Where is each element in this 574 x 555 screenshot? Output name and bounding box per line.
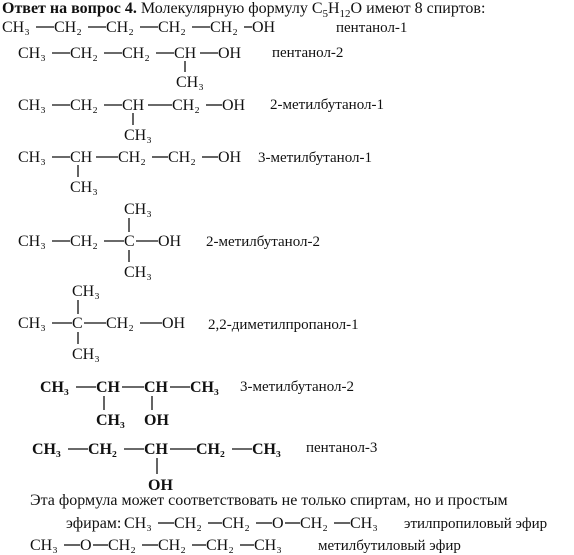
- atom-ch3: CH₃: [72, 346, 100, 363]
- atom-oh: OH: [144, 412, 169, 429]
- paragraph-line-1: [30, 492, 574, 510]
- atom-ch2: CH₂: [70, 97, 98, 114]
- atom-ch3: CH₃: [190, 379, 219, 396]
- atom-ch2: CH₂: [300, 515, 328, 532]
- name-pentanol-1: пентанол-1: [336, 20, 408, 36]
- atom-ch2: CH₂: [158, 19, 186, 36]
- atom-ch2: CH₂: [174, 515, 202, 532]
- atom-ch2: CH₂: [168, 149, 196, 166]
- atom-ch: CH: [144, 441, 168, 458]
- atom-ch: CH: [122, 97, 145, 114]
- atom-ch2: CH₂: [70, 233, 98, 250]
- atom-ch3: CH₃: [40, 379, 69, 396]
- atom-ch: CH: [96, 379, 120, 396]
- name-pentanol-3: пентанол-3: [306, 440, 378, 456]
- atom-oh: OH: [158, 233, 182, 250]
- paragraph-text: Эта формула может соответствовать не только спиртам, но и простым: [30, 492, 508, 509]
- name-ethylpropyl-ether: этилпропиловый эфир: [404, 516, 548, 532]
- atom-ch2: CH₂: [54, 19, 82, 36]
- atom-oh: OH: [148, 477, 173, 494]
- atom-ch3: CH₃: [30, 537, 58, 554]
- atom-ch3: CH₃: [124, 515, 152, 532]
- atom-ch2: CH₂: [122, 45, 150, 62]
- header-bold: Ответ на вопрос 4.: [2, 0, 137, 17]
- atom-ch2: CH₂: [206, 537, 234, 554]
- atom-ch3: CH₃: [350, 515, 378, 532]
- header-sub-12: 12: [339, 8, 351, 21]
- atom-ch2: CH₂: [70, 45, 98, 62]
- atom-ch2: CH₂: [106, 19, 134, 36]
- atom-o: O: [272, 515, 284, 532]
- atom-o: O: [80, 537, 92, 554]
- atom-ch3: CH₃: [18, 149, 46, 166]
- atom-ch2: CH₂: [172, 97, 200, 114]
- atom-ch2: CH₂: [158, 537, 186, 554]
- atom-ch3: CH₃: [254, 537, 282, 554]
- formula-2-methylbutanol-2: [18, 201, 320, 281]
- atom-ch: CH: [174, 45, 197, 62]
- atom-ch3: CH₃: [18, 315, 46, 332]
- atom-ch3: CH₃: [70, 179, 98, 196]
- formula-2-2-dimethylpropanol-1: [18, 283, 359, 363]
- atom-ch: CH: [70, 149, 93, 166]
- header-sub-5: 5: [322, 8, 328, 21]
- formula-methylbutyl-ether: [30, 537, 461, 554]
- formula-3-methylbutanol-2: [40, 379, 354, 429]
- atom-c: C: [124, 233, 135, 250]
- atom-ch3: CH₃: [18, 45, 46, 62]
- atom-ch2: CH₂: [196, 441, 225, 458]
- header-text-after: O имеют 8 спиртов:: [350, 0, 486, 17]
- name-3-methylbutanol-2: 3-метилбутанол-2: [240, 379, 354, 395]
- atom-ch: CH: [144, 379, 168, 396]
- atom-ch3: CH₃: [72, 283, 100, 300]
- name-2-2-dimethylpropanol-1: 2,2-диметилпропанол-1: [208, 317, 359, 333]
- paragraph-line-2: эфирам:: [66, 515, 122, 532]
- name-2-methylbutanol-2: 2-метилбутанол-2: [206, 234, 320, 250]
- atom-oh: OH: [162, 315, 186, 332]
- atom-oh: OH: [222, 97, 246, 114]
- atom-oh: OH: [218, 149, 242, 166]
- formula-pentanol-3: [32, 440, 377, 494]
- name-methylbutyl-ether: метилбутиловый эфир: [318, 538, 461, 554]
- atom-ch3: CH₃: [18, 233, 46, 250]
- atom-ch2: CH₂: [88, 441, 117, 458]
- atom-ch3: CH₃: [252, 441, 281, 458]
- atom-oh: OH: [218, 45, 242, 62]
- header-text: Молекулярную формулу C: [136, 0, 323, 17]
- formula-3-methylbutanol-1: [18, 149, 372, 196]
- atom-ch2: CH₂: [118, 149, 146, 166]
- atom-ch3: CH₃: [18, 97, 46, 114]
- header-h: H: [327, 0, 340, 17]
- formula-2-methylbutanol-1: [18, 97, 384, 144]
- atom-ch3: CH₃: [124, 127, 152, 144]
- atom-ch2: CH₂: [108, 537, 136, 554]
- atom-ch3: CH₃: [96, 412, 125, 429]
- atom-ch2: CH₂: [210, 19, 238, 36]
- name-3-methylbutanol-1: 3-метилбутанол-1: [258, 150, 372, 166]
- atom-ch3: CH₃: [2, 19, 30, 36]
- atom-oh: OH: [252, 19, 276, 36]
- atom-ch2: CH₂: [222, 515, 250, 532]
- atom-ch3: CH₃: [124, 201, 152, 218]
- formula-pentanol-2: [18, 45, 343, 91]
- atom-ch2: CH₂: [106, 315, 134, 332]
- formula-pentanol-1: [2, 19, 407, 36]
- atom-ch3: CH₃: [32, 441, 61, 458]
- name-2-methylbutanol-1: 2-метилбутанол-1: [270, 97, 384, 113]
- atom-ch3: CH₃: [124, 264, 152, 281]
- formula-ethylpropyl-ether: [66, 515, 547, 532]
- atom-ch3: CH₃: [176, 74, 204, 91]
- atom-c: C: [72, 315, 83, 332]
- name-pentanol-2: пентанол-2: [272, 45, 344, 61]
